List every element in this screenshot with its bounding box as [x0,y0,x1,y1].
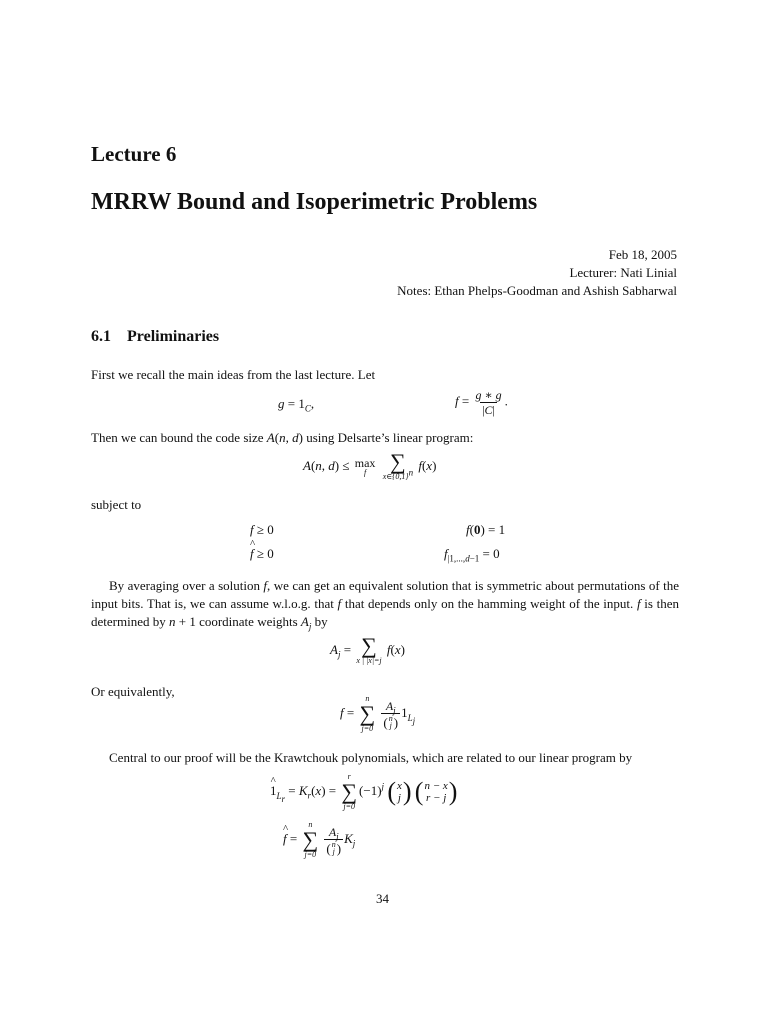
paragraph: By averaging over a solution f, we can get an equivalent solution that is symmetric about permutations of the input bits. That is, we can assume w.l.o.g. that f that depends only on the hamming weight of the input. f is then determined by n + 1 coordinate weights $A_j$ by [91,578,680,632]
section-number: 6.1 [91,328,111,345]
constraint-f-restricted: $f_{|1,...,d-1} = 0$ [444,546,500,564]
paragraph: Or equivalently, [91,684,175,699]
paragraph: Then we can bound the code size A(n, d) using Delsarte’s linear program: [91,430,474,445]
paragraph: First we recall the main ideas from the last lecture. Let [91,367,376,382]
paragraph: Central to our proof will be the Krawtchouk polynomials, which are related to our linear program by [109,750,633,765]
constraint-f-zero: f(0) = 1 [466,522,506,537]
equation-f-def: f = $\frac{g ∗ g}{|C|}$ . [455,388,508,417]
equation-fhat-expansion: ^ f = n ∑ j=0 $A_j$ ( n j ) $K_j$ [283,820,355,860]
equation-g: $g = 1_C$, [278,396,315,414]
page-number: 34 [376,891,389,906]
constraint-fhat-nonneg: ^ f ≥ 0 [250,546,274,562]
equation-f-expansion: f = n ∑ j=0 $A_j$ ( n j ) $1_{L_j}$ [340,694,416,733]
meta-block [397,246,677,300]
lecturer: Lecturer: Nati Linial [569,265,677,280]
section-heading [91,328,219,346]
constraint-f-nonneg: f ≥ 0 [250,522,274,537]
equation-delsarte-lp: A(n, d) ≤ max f ∑ $x\in\{0,1\}^n$ f(x) [303,449,437,481]
equation-Aj: $A_j$ = ∑ x | |x|=j f(x) [330,633,405,665]
section-title: Preliminaries [127,328,220,345]
lecture-label: Lecture 6 [91,142,177,166]
paragraph: subject to [91,497,142,512]
equation-krawtchouk: ^ $1_{L_r} = K_r(x)$ = r ∑ j=0 $(-1)^j$ ( x j ) ( n − x r − j ) [270,772,457,812]
date: Feb 18, 2005 [608,247,677,262]
page-title: MRRW Bound and Isoperimetric Problems [91,189,538,215]
notes-credit: Notes: Ethan Phelps-Goodman and Ashish Sabharwal [397,283,677,298]
